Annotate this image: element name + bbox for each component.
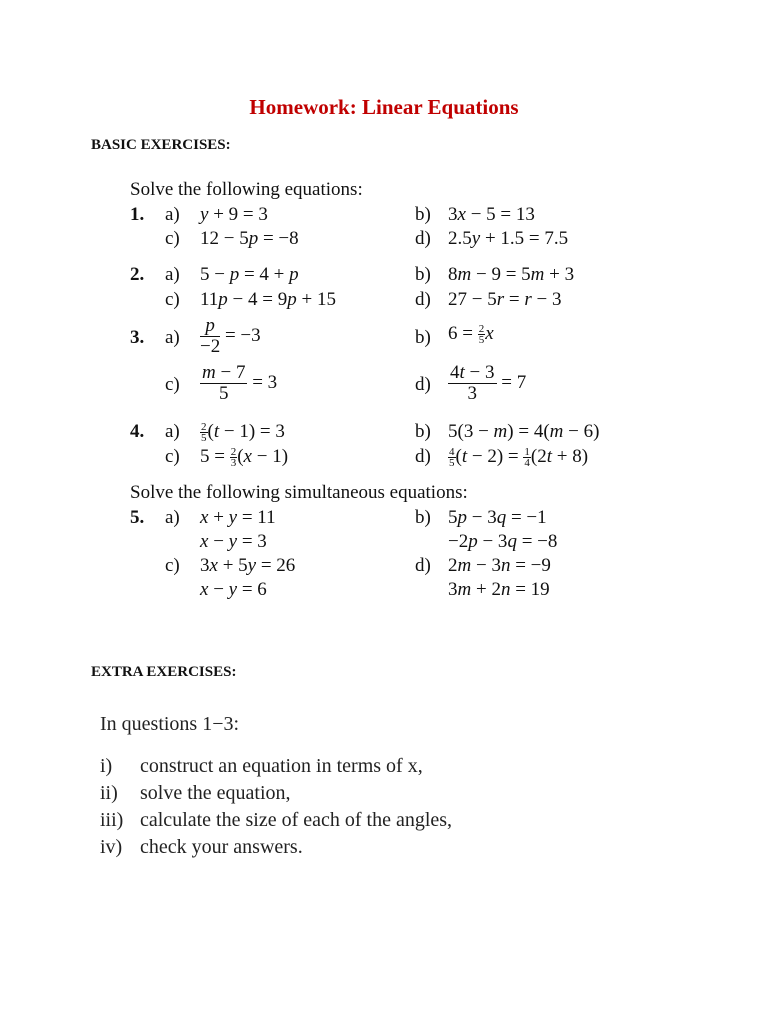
equation-5c-1: 3x + 5y = 26: [200, 555, 296, 576]
list-item-number: i): [100, 755, 113, 777]
equation-5a-2: x − y = 3: [200, 531, 267, 552]
part-label: d): [415, 289, 431, 310]
question-number: 5.: [130, 507, 145, 528]
question-3: [0, 315, 768, 408]
equation-3d: $\frac{4t - 3}{3}$ = 7: [450, 362, 527, 404]
equation-5d-2: 3m + 2n = 19: [448, 579, 550, 600]
part-label: d): [415, 446, 431, 467]
equation-1c: 12 − 5p = −8: [200, 228, 299, 249]
extra-intro: In questions 1−3:: [100, 713, 240, 735]
equation-5b-1: 5p − 3q = −1: [448, 507, 547, 528]
equation-1d: 2.5y + 1.5 = 7.5: [448, 228, 569, 249]
question-number: 3.: [130, 327, 145, 348]
page-title: Homework: Linear Equations: [249, 95, 519, 119]
simultaneous-equations-heading: Solve the following simultaneous equations:: [130, 482, 468, 503]
list-item: [140, 755, 423, 778]
equation-5a-1: x + y = 11: [200, 507, 276, 528]
list-item-text: solve the equation,: [140, 782, 291, 804]
part-label: a): [165, 264, 180, 285]
part-label: b): [415, 264, 431, 285]
equation-3b: 6 = $\frac{2}{5}$ x: [448, 323, 494, 347]
question-number: 4.: [130, 421, 145, 442]
list-item-text: calculate the size of each of the angles,: [140, 809, 453, 831]
part-label: d): [415, 228, 431, 249]
basic-exercises-heading: BASIC EXERCISES:: [91, 137, 231, 153]
question-5: [0, 506, 768, 606]
solve-equations-heading: Solve the following equations:: [130, 179, 363, 200]
equation-4b: 5(3 − m) = 4(m − 6): [448, 421, 600, 442]
question-1: [0, 203, 768, 253]
part-label: d): [415, 555, 431, 576]
equation-4c: 5 = $\frac{2}{3}$ (x − 1): [200, 446, 289, 470]
extra-exercises-list: [0, 713, 768, 863]
equation-1b: 3x − 5 = 13: [448, 204, 535, 225]
part-label: a): [165, 327, 180, 348]
question-2: [0, 263, 768, 313]
equation-4a: $\frac{2}{5}$ (t − 1) = 3: [201, 421, 285, 445]
equation-2c: 11p − 4 = 9p + 15: [200, 289, 336, 310]
equation-3a: $\frac{p}{-2}$ = −3: [200, 315, 261, 357]
question-4: [0, 420, 768, 470]
equation-2a: 5 − p = 4 + p: [200, 264, 299, 285]
equation-3c: $\frac{m - 7}{5}$ = 3: [202, 362, 278, 404]
equation-4d: $\frac{4}{5}$ (t − 2) = $\frac{1}{4}$ (2t + 8): [449, 446, 589, 470]
part-label: a): [165, 204, 180, 225]
part-label: c): [165, 446, 180, 467]
question-number: 2.: [130, 264, 145, 285]
part-label: d): [415, 374, 431, 395]
equation-2d: 27 − 5r = r − 3: [448, 289, 562, 310]
part-label: b): [415, 421, 431, 442]
extra-exercises-heading: EXTRA EXERCISES:: [91, 664, 237, 680]
part-label: b): [415, 507, 431, 528]
list-item-text: construct an equation in terms of x,: [140, 755, 423, 777]
question-number: 1.: [130, 204, 145, 225]
part-label: c): [165, 555, 180, 576]
part-label: b): [415, 204, 431, 225]
list-item-number: iv): [100, 836, 123, 858]
equation-2b: 8m − 9 = 5m + 3: [448, 264, 575, 285]
part-label: c): [165, 228, 180, 249]
list-item-number: iii): [100, 809, 124, 831]
equation-5c-2: x − y = 6: [200, 579, 267, 600]
part-label: b): [415, 327, 431, 348]
equation-5b-2: −2p − 3q = −8: [448, 531, 558, 552]
list-item-text: check your answers.: [140, 836, 303, 858]
list-item-number: ii): [100, 782, 118, 804]
part-label: c): [165, 289, 180, 310]
equation-5d-1: 2m − 3n = −9: [448, 555, 551, 576]
part-label: c): [165, 374, 180, 395]
part-label: a): [165, 421, 180, 442]
part-label: a): [165, 507, 180, 528]
equation-1a: y + 9 = 3: [200, 204, 268, 225]
